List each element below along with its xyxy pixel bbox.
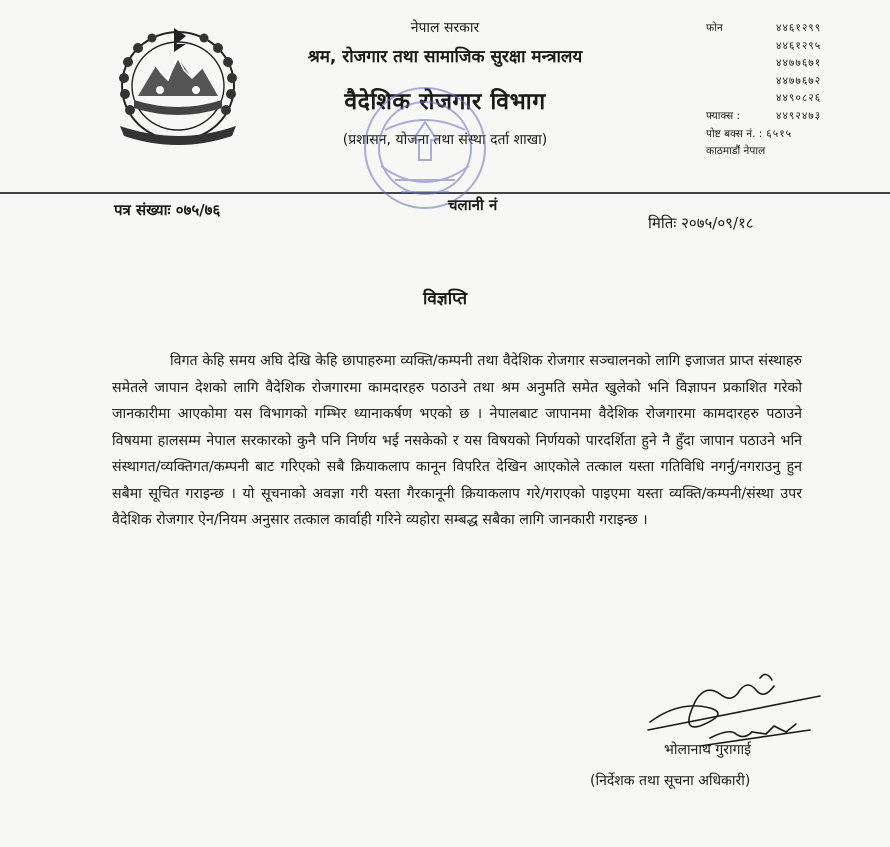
notice-title: विज्ञप्ति bbox=[422, 289, 468, 309]
signer-name: भोलानाथ गुरागाई bbox=[664, 742, 751, 758]
notice-body bbox=[112, 348, 802, 534]
ministry-name: श्रम, रोजगार तथा सामाजिक सुरक्षा मन्त्रालय bbox=[307, 47, 583, 67]
phone-number: ४४७७६७२ bbox=[776, 74, 822, 87]
signer-designation: (निर्देशक तथा सूचना अधिकारी) bbox=[590, 773, 751, 789]
branch-name: (प्रशासन, योजना तथा संस्था दर्ता शाखा) bbox=[342, 132, 548, 148]
pobox-number: ६५१५ bbox=[766, 127, 793, 140]
fax-label: फ्याक्स : bbox=[706, 109, 741, 122]
dispatch-number: चलानी नं bbox=[448, 196, 498, 214]
contact-block bbox=[706, 20, 856, 161]
phone-number: ४४७७६७१ bbox=[776, 57, 822, 70]
fax-number: ४४९२४७३ bbox=[776, 109, 822, 122]
phone-number: ४४९०८२६ bbox=[776, 92, 822, 105]
city-name: काठमाडौं नेपाल bbox=[706, 145, 766, 158]
notice-paragraph: विगत केहि समय अघि देखि केहि छापाहरुमा व्यक्ति/कम्पनी तथा वैदेशिक रोजगार सञ्चालनको लागि इजाजत प्राप्त संस्थाहरु समेतले जापान देशको लागि वैदेशिक रोजगारमा कामदारहरु पठाउने तथा श्रम अनुमति समेत खुलेको भनि विज्ञापन प्रकाशित गरेको जानकारीमा आएकोमा यस विभागको गम्भिर ध्यानाकर्षण भएको छ । नेपालबाट जापानमा वैदेशिक रोजगारमा कामदारहरु पठाउने विषयमा हालसम्म नेपाल सरकारको कुनै पनि निर्णय भई नसकेको र यस विषयको निर्णयको पारदर्शिता हुने नै हुँदा जापान पठाउने भनि संस्थागत/व्यक्तिगत/कम्पनी बाट गरिएको सबै क्रियाकलाप कानून विपरित देखिन आएकोले तत्काल यस्ता गतिविधि नगर्नु/नगराउनु हुन सबैमा सूचित गराइन्छ । यो सूचनाको अवज्ञा गरी यस्ता गैरकानूनी क्रियाकलाप गरे/गराएको पाइएमा यस्ता व्यक्ति/कम्पनी/संस्था उपर वैदेशिक रोजगार ऐन/नियम अनुसार तत्काल कार्वाही गरिने व्यहोरा सम्बद्ध सबैका लागि जानकारी गराइन्छ । bbox=[112, 353, 802, 528]
pobox-label: पोष्ट बक्स नं. : bbox=[706, 127, 763, 140]
letter-number: पत्र संख्याः ०७५/७६ bbox=[114, 201, 221, 219]
phone-number: ४४६१२९५ bbox=[776, 39, 822, 52]
government-name: नेपाल सरकार bbox=[410, 20, 480, 36]
department-name: वैदेशिक रोजगार विभाग bbox=[344, 89, 546, 115]
phone-label: फोन bbox=[706, 22, 723, 34]
letter-date: मितिः २०७५/०९/१८ bbox=[648, 214, 754, 232]
phone-number: ४४६१२९९ bbox=[776, 22, 822, 34]
